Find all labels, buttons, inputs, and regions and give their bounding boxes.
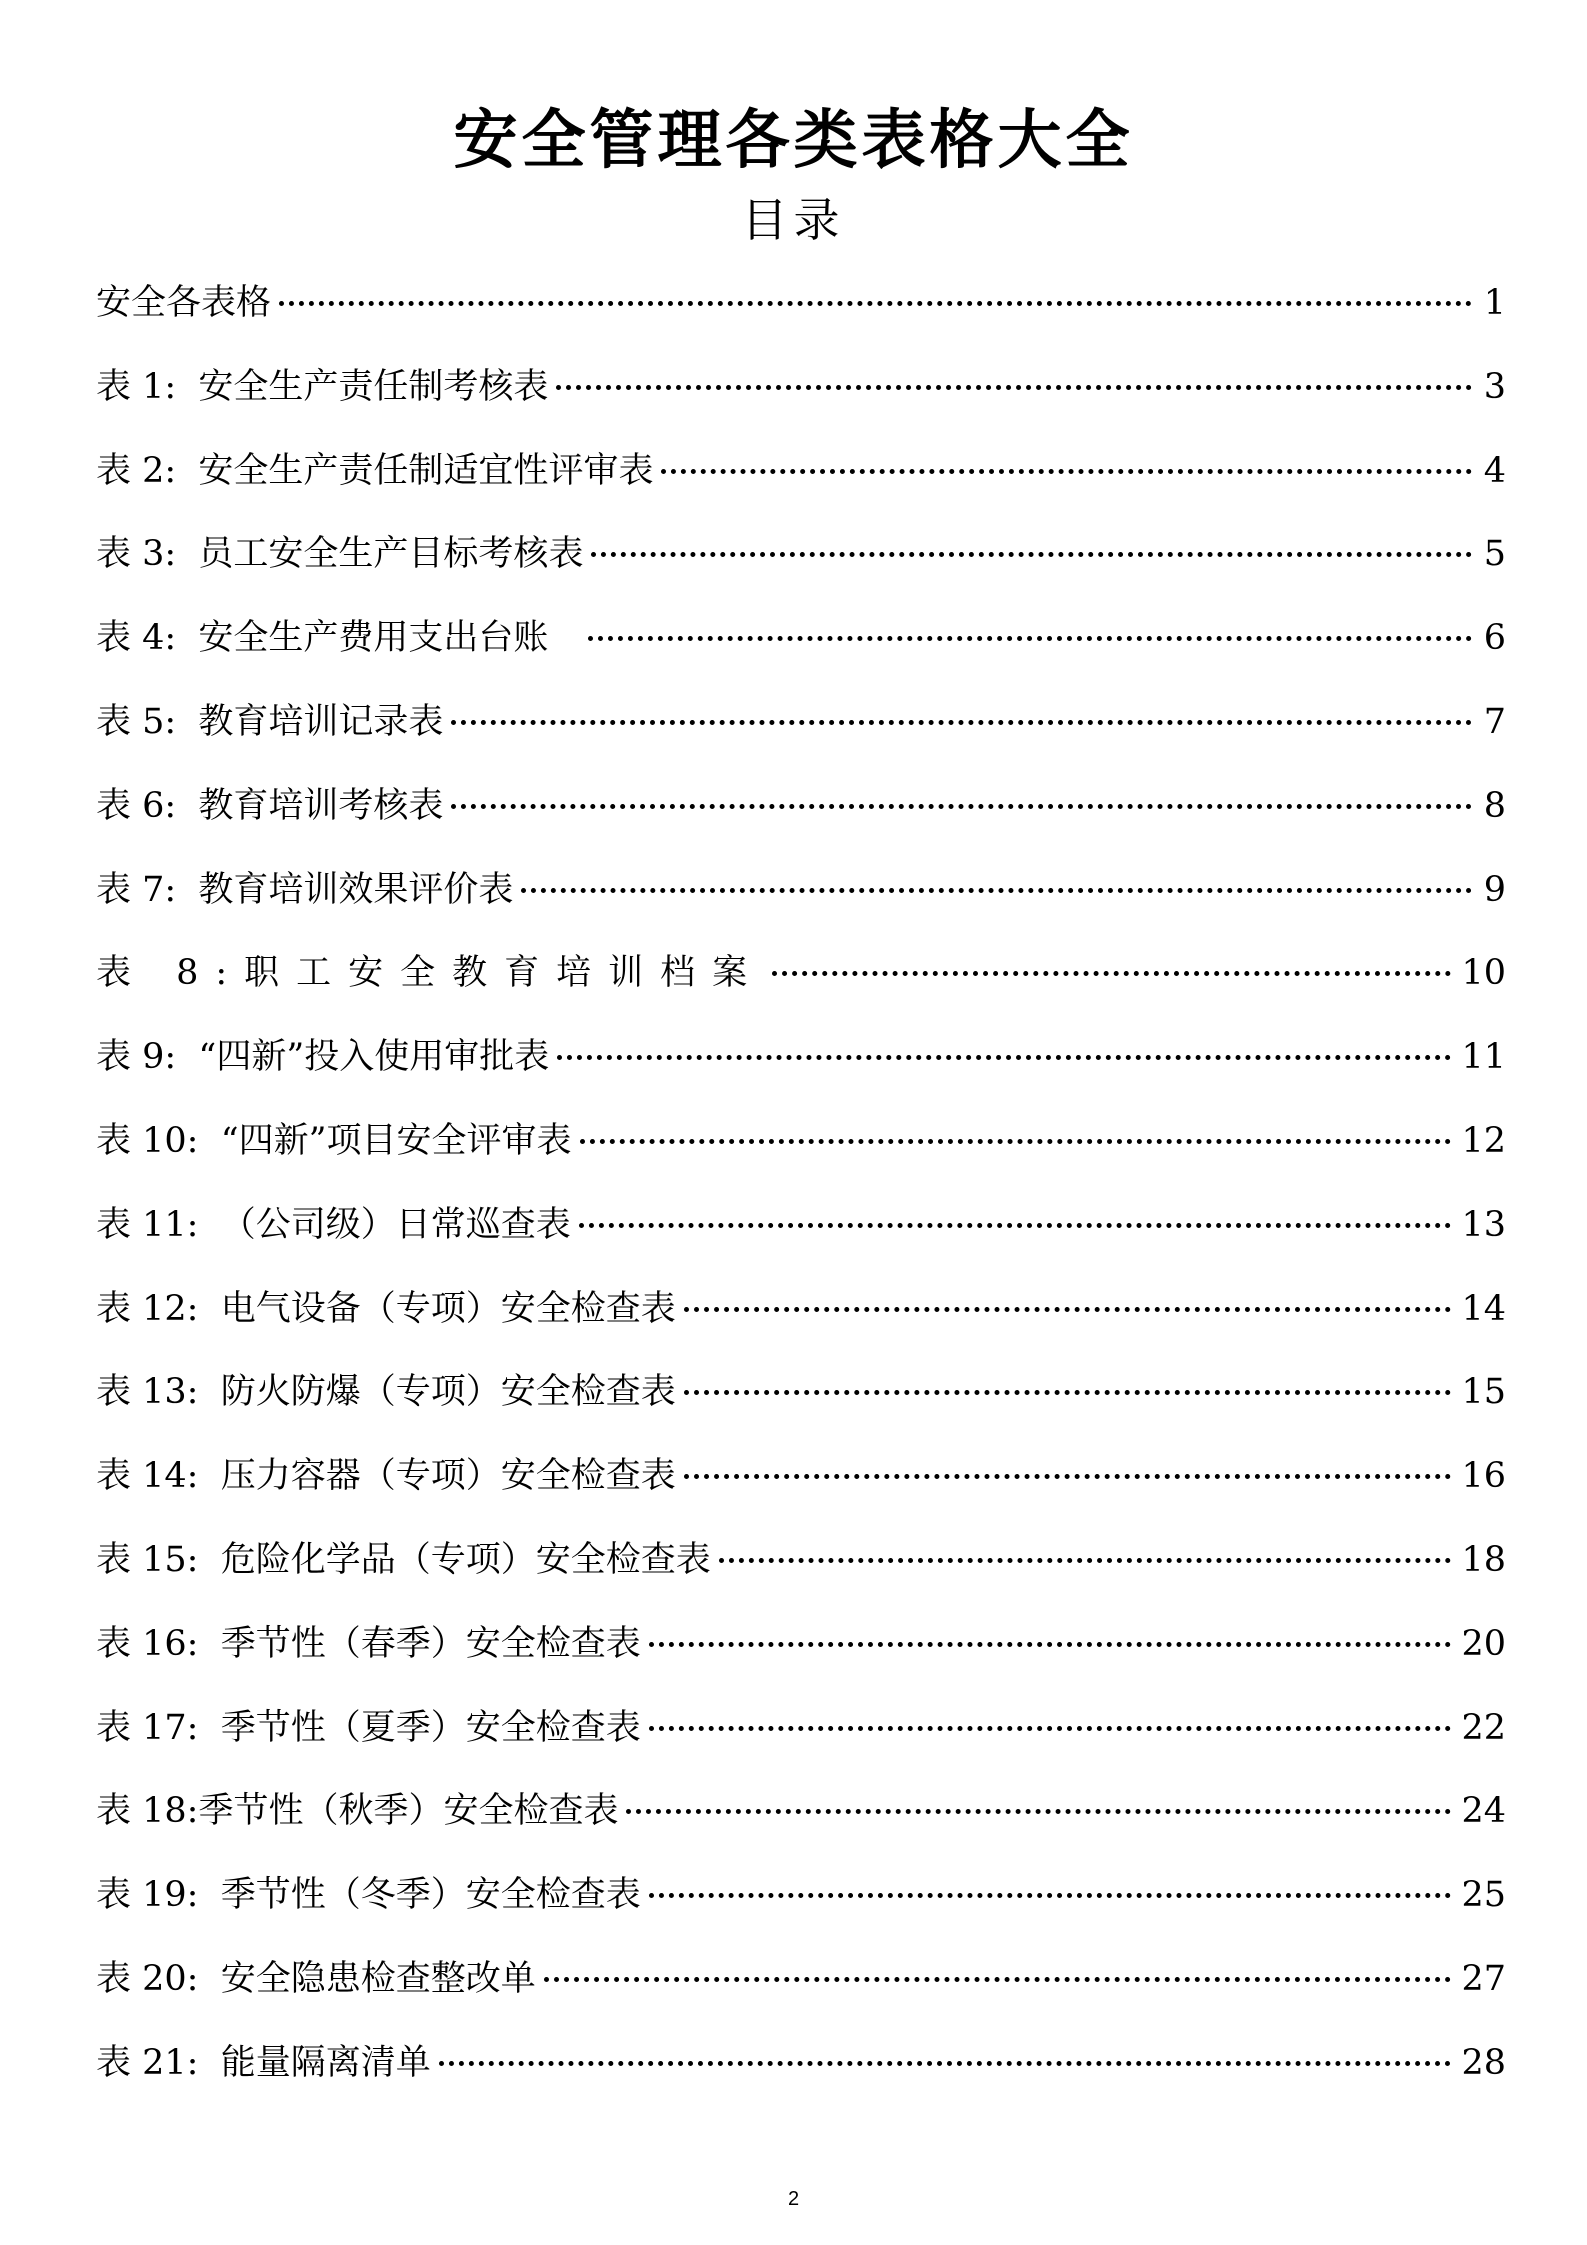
toc-entry[interactable] xyxy=(96,436,1506,520)
toc-entry-label: 表 7: 教育培训效果评价表 xyxy=(96,869,514,910)
toc-entry-page: 22 xyxy=(1461,1707,1506,1748)
toc-leader-dots xyxy=(626,1809,1451,1814)
toc-leader-dots xyxy=(544,1977,1452,1982)
toc-entry[interactable] xyxy=(96,1357,1506,1441)
toc-entry-page: 11 xyxy=(1461,1037,1506,1078)
toc-leader-dots xyxy=(451,720,1472,725)
toc-leader-dots xyxy=(661,469,1472,474)
toc-entry-label: 表 10: “四新”项目安全评审表 xyxy=(96,1120,572,1161)
toc-entry-page: 13 xyxy=(1461,1204,1506,1245)
toc-entry[interactable] xyxy=(96,1022,1506,1106)
toc-entry[interactable] xyxy=(96,1609,1506,1693)
toc-entry[interactable] xyxy=(96,855,1506,939)
toc-entry-label: 表 15: 危险化学品（专项）安全检查表 xyxy=(96,1539,711,1580)
toc-entry[interactable] xyxy=(96,1274,1506,1358)
toc-entry-label: 表 16: 季节性（春季）安全检查表 xyxy=(96,1623,641,1664)
toc-entry-page: 18 xyxy=(1461,1539,1506,1580)
toc-entry-label: 表 3: 员工安全生产目标考核表 xyxy=(96,534,584,575)
toc-entry-label: 表 4: 安全生产费用支出台账 xyxy=(96,618,549,659)
toc-entry[interactable] xyxy=(96,1860,1506,1944)
toc-heading: 目录 xyxy=(741,193,846,247)
toc-leader-dots xyxy=(521,888,1472,893)
toc-entry[interactable] xyxy=(96,1944,1506,2028)
toc-entry-label: 表 14: 压力容器（专项）安全检查表 xyxy=(96,1456,676,1497)
toc-entry-label: 表 13: 防火防爆（专项）安全检查表 xyxy=(96,1372,676,1413)
toc-entry-page: 9 xyxy=(1483,869,1506,910)
toc-entry-page: 6 xyxy=(1483,618,1506,659)
toc-entry-page: 20 xyxy=(1461,1623,1506,1664)
toc-entry[interactable] xyxy=(96,1776,1506,1860)
toc-entry-page: 27 xyxy=(1461,1958,1506,1999)
toc-entry-page: 24 xyxy=(1461,1791,1506,1832)
toc-leader-dots xyxy=(649,1642,1452,1647)
toc-leader-dots xyxy=(579,1223,1452,1228)
toc-entry-page: 7 xyxy=(1483,701,1506,742)
toc-entry-label: 表 11: （公司级）日常巡查表 xyxy=(96,1204,571,1245)
toc-entry[interactable] xyxy=(96,687,1506,771)
toc-leader-dots xyxy=(557,1055,1451,1060)
toc-entry[interactable] xyxy=(96,771,1506,855)
toc-entry-label: 表 1: 安全生产责任制考核表 xyxy=(96,366,549,407)
toc-leader-dots xyxy=(772,971,1451,976)
toc-leader-dots xyxy=(684,1474,1452,1479)
table-of-contents xyxy=(96,268,1506,2112)
toc-entry-label: 表 5: 教育培训记录表 xyxy=(96,701,444,742)
toc-leader-dots xyxy=(649,1893,1452,1898)
toc-entry-page: 4 xyxy=(1483,450,1506,491)
toc-entry-label: 表 8:职工安全教育培训档案 xyxy=(96,953,765,994)
toc-entry[interactable] xyxy=(96,268,1506,352)
toc-entry-label: 表 17: 季节性（夏季）安全检查表 xyxy=(96,1707,641,1748)
toc-leader-dots xyxy=(649,1726,1452,1731)
toc-entry-page: 16 xyxy=(1461,1456,1506,1497)
toc-entry-label: 表 20: 安全隐患检查整改单 xyxy=(96,1958,536,1999)
toc-entry[interactable] xyxy=(96,1441,1506,1525)
toc-entry-page: 12 xyxy=(1461,1120,1506,1161)
toc-entry-page: 3 xyxy=(1483,366,1506,407)
toc-leader-dots xyxy=(451,804,1472,809)
toc-entry[interactable] xyxy=(96,938,1506,1022)
toc-entry-label: 表 2: 安全生产责任制适宜性评审表 xyxy=(96,450,654,491)
toc-entry[interactable] xyxy=(96,2028,1506,2112)
toc-entry-page: 1 xyxy=(1483,283,1506,323)
toc-entry-label: 表 12: 电气设备（专项）安全检查表 xyxy=(96,1288,676,1329)
page-number: 2 xyxy=(787,2188,800,2210)
toc-entry-page: 10 xyxy=(1461,953,1506,994)
toc-leader-dots xyxy=(556,385,1472,390)
toc-entry-page: 15 xyxy=(1461,1372,1506,1413)
toc-entry[interactable] xyxy=(96,1525,1506,1609)
toc-entry[interactable] xyxy=(96,603,1506,687)
toc-entry-label: 表 6: 教育培训考核表 xyxy=(96,785,444,826)
toc-leader-dots xyxy=(591,552,1472,557)
toc-entry-label: 安全各表格 xyxy=(96,283,272,323)
toc-leader-dots xyxy=(588,636,1472,641)
toc-entry[interactable] xyxy=(96,1106,1506,1190)
toc-leader-dots xyxy=(684,1390,1452,1395)
toc-entry-label: 表 19: 季节性（冬季）安全检查表 xyxy=(96,1875,641,1916)
toc-entry-page: 8 xyxy=(1483,785,1506,826)
toc-leader-dots xyxy=(719,1558,1452,1563)
toc-entry-page: 25 xyxy=(1461,1875,1506,1916)
toc-entry[interactable] xyxy=(96,519,1506,603)
toc-entry[interactable] xyxy=(96,352,1506,436)
toc-entry-label: 表 18:季节性（秋季）安全检查表 xyxy=(96,1791,619,1832)
toc-entry-page: 14 xyxy=(1461,1288,1506,1329)
toc-entry-label: 表 21: 能量隔离清单 xyxy=(96,2042,431,2083)
toc-leader-dots xyxy=(279,301,1472,306)
toc-entry[interactable] xyxy=(96,1693,1506,1777)
toc-entry[interactable] xyxy=(96,1190,1506,1274)
toc-entry-label: 表 9: “四新”投入使用审批表 xyxy=(96,1037,550,1078)
toc-entry-page: 5 xyxy=(1483,534,1506,575)
toc-entry-page: 28 xyxy=(1461,2042,1506,2083)
document-title: 安全管理各类表格大全 xyxy=(453,103,1134,178)
toc-leader-dots xyxy=(684,1307,1452,1312)
toc-leader-dots xyxy=(580,1139,1452,1144)
toc-leader-dots xyxy=(439,2061,1452,2066)
